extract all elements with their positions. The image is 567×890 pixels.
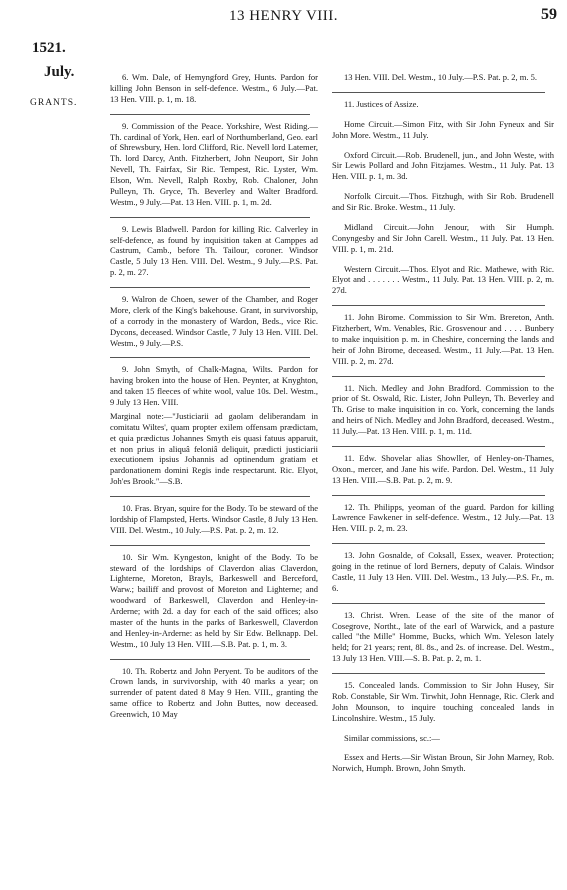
calendar-entry: Western Circuit.—Thos. Elyot and Ric. Mathewe, with Ric. Elyot and . . . . . . . Westm., 11 July. Pat. 13 Hen. VIII. p. 2, m. 27d. [332, 263, 554, 296]
calendar-entry: 13 Hen. VIII. Del. Westm., 10 July.—P.S. Pat. p. 2, m. 5. [344, 72, 538, 82]
calendar-entry: Similar commissions, sc.:— [344, 732, 440, 743]
calendar-entry: 10. Sir Wm. Kyngeston, knight of the Body. To be steward of the lordships of Claverdon alias Claverdon, Lighterne, Moreton, Brayls, Barkeswell and Berceford, Warw.; bailiff and provost of Moreton and Lighterne; and woodward of Barkeswell, Claverdon and Henley-in-Arderne; with 2d. a day for each of the said offices; also master of the hunts in the parks of Barkeswell, Claverdon and Henley-in-Arderne: as held by Sir Edw. Belknapp. Del. Westm., 10 July 13 Hen. VIII.—S.B. Pat. p. 1, m. 3. [110, 551, 318, 649]
entry-divider [332, 495, 545, 496]
entry-divider [110, 287, 310, 288]
entry-divider [110, 496, 310, 497]
running-header: 13 HENRY VIII. [228, 8, 339, 24]
entry-divider [110, 217, 310, 218]
calendar-entry: Home Circuit.—Simon Fitz, with Sir John Fyneux and Sir John More. Westm., 11 July. [332, 118, 554, 140]
calendar-entry: 10. Fras. Bryan, squire for the Body. To be steward of the lordship of Flampsted, Herts. Windsor Castle, 8 July 13 Hen. VIII. Del. Westm., 10 July.—P.S. Pat. p. 2, m. 12. [110, 503, 318, 535]
calendar-entry: 13. Christ. Wren. Lease of the site of the manor of Cosegrove, Northt., late of the earl of Warwick, and a pasture called "the Mille" Homme, Bucks, which Wm. Yeleson lately held; for 21 years; rent, 8l. 8s., and 2s. of increase. Del. Westm., 13 July 13 Hen. VIII.—S. B. Pat. p. 2, m. 1. [332, 609, 554, 664]
calendar-entry: Midland Circuit.—John Jenour, with Sir Humph. Conyngesby and Sir John Carell. Westm., 11 July. Pat. 13 Hen. VIII. p. 1, m. 21d. [332, 221, 554, 254]
calendar-entry: 6. Wm. Dale, of Hemyngford Grey, Hunts. Pardon for killing John Benson in self-defence. Westm., 6 July.—Pat. 13 Hen. VIII. p. 1, m. 18. [110, 72, 318, 104]
calendar-entry: 9. Commission of the Peace. Yorkshire, West Riding.—Th. cardinal of York, Hen. earl of Northumberland, Geo. earl of Shrewsbury, Hen. lord Clifford, Ric. Nevell lord Latemer, Th. lord Darcy, Anth. Fitzherbert, John Neuport, Sir John Nevell, Th. Fairfax, Sir Ric. Tempest, Ric. Lyster, Wm. Elson, Wm. Nevell, Ralph Roxby, Rob. Chaloner, John Pulleyn, Th. Gryce, Th. Beverley and Walter Bradford. Westm., 9 July.—Pat. 13 Hen. VIII. p. 1, m. 2d. [110, 120, 318, 207]
calendar-entry: 9. John Smyth, of Chalk-Magna, Wilts. Pardon for having broken into the house of Hen. Peynter, at Knyghton, and taken 15 fleeces of white wool, value 10s. Del. Westm., 9 July 13 Hen. VIII. [110, 364, 318, 407]
entry-divider [332, 603, 545, 604]
entry-divider [332, 673, 545, 674]
left-column [110, 72, 318, 729]
entry-divider [110, 659, 310, 660]
entry-divider [332, 543, 545, 544]
entry-divider [332, 305, 545, 306]
calendar-entry: 11. Justices of Assize. [344, 98, 419, 109]
calendar-entry: 9. Lewis Bladwell. Pardon for killing Ric. Calverley in self-defence, as found by inquisition taken at Camppes ad Castrum, Camb., before Th. Tailour, coroner. Windsor Castle, 5 July 13 Hen. VIII. Del. Westm., 9 July.—P.S. Pat. p. 2, m. 27. [110, 223, 318, 278]
entry-divider [332, 446, 545, 447]
calendar-entry: 10. Th. Robertz and John Peryent. To be auditors of the Crown lands, in survivorship, with 40 marks a year; on surrender of patent dated 8 May 9 Hen. VIII., granting the same office to Robertz and John Buttes, now deceased. Greenwich, 10 May [110, 665, 318, 719]
entry-divider [332, 92, 545, 93]
margin-year: 1521. [32, 40, 66, 56]
calendar-entry: 11. Edw. Shovelar alias Showller, of Henley-on-Thames, Oxon., mercer, and Jane his wife. Pardon. Del. Westm., 11 July 13 Hen. VIII.—S.B. Pat. p. 2, m. 9. [332, 452, 554, 485]
right-column [332, 72, 554, 783]
marginal-note: Marginal note:—"Justiciarii ad gaolam deliberandam in comitatu Wiltes', quam propter exilem offensam prædictam, et quia prædictus Johannes Smyth eis quasi fatuus apparuit, et non prius in aliquâ feloniâ deliquit, prædicti justiciarii executionem ipsius Johannis ad optinendum gratiam et pardonationem domini Regis inde respectarunt. Ric. Elyot, Joh'es Brook."—S.B. [110, 410, 318, 487]
calendar-entry: 12. Th. Philipps, yeoman of the guard. Pardon for killing Lawrence Fawkener in self-defence. Westm., 12 July.—Pat. 13 Hen. VIII. p. 2, m. 23. [332, 501, 554, 534]
calendar-entry: Oxford Circuit.—Rob. Brudenell, jun., and John Weste, with Sir Lewis Pollard and John Fitzjames. Westm., 11 July. Pat. 13 Hen. VIII. p. 1, m. 3d. [332, 149, 554, 182]
page-number: 59 [541, 6, 557, 23]
entry-divider [110, 545, 310, 546]
calendar-entry: 11. Nich. Medley and John Bradford. Commission to the prior of St. Oswald, Ric. Lister, John Pulleyn, Th. Beverley and Th. Grise to make inquisition in co. York, concerning the lands and heirs of Nich. Medley and John Bradford, deceased. Westm., 11 July.—Pat. 13 Hen. VIII. p. 1, m. 11d. [332, 382, 554, 436]
calendar-entry: 15. Concealed lands. Commission to Sir John Husey, Sir Rob. Constable, Sir Wm. Tirwhit, John Hennage, Ric. Clerk and John Mounson, to inquire touching concealed lands in Lincolnshire. Westm., 15 July. [332, 680, 554, 723]
calendar-entry: Essex and Herts.—Sir Wistan Broun, Sir John Marney, Rob. Norwich, Humph. Brown, John Smyth. [332, 752, 554, 774]
calendar-entry: 13. John Gosnalde, of Coksall, Essex, weaver. Protection; going in the retinue of lord Berners, deputy of Calais. Windsor Castle, 11 July 13 Hen. VIII. Del. Westm., 13 July.—P.S. Fr., m. 6. [332, 550, 554, 593]
entry-divider [110, 357, 310, 358]
calendar-entry: 11. John Birome. Commission to Sir Wm. Brereton, Anth. Fitzherbert, Wm. Venables, Ric. Grosvenour and . . . . Bunbery to make inquisition p. m. in Cheshire, concerning the lands and heir of John Birome, deceased. Westm., 11 July.—Pat. 13 Hen. VIII. p. 2, m. 27d. [332, 312, 554, 366]
calendar-entry: Norfolk Circuit.—Thos. Fitzhugh, with Sir Rob. Brudenell and Sir Ric. Broke. Westm., 11 July. [332, 191, 554, 212]
margin-section-label: GRANTS. [30, 98, 78, 108]
entry-divider [110, 114, 310, 115]
margin-month: July. [44, 64, 75, 80]
calendar-entry: 9. Walron de Choen, sewer of the Chamber, and Roger More, clerk of the King's bakehouse. Grant, in survivorship, of a corrody in the monastery of Wardon, Beds., vice Ric. Dycons, deceased. Windsor Castle, 7 July 13 Hen. VIII. Del. Westm., 9 July.—P.S. [110, 294, 318, 348]
entry-divider [332, 376, 545, 377]
